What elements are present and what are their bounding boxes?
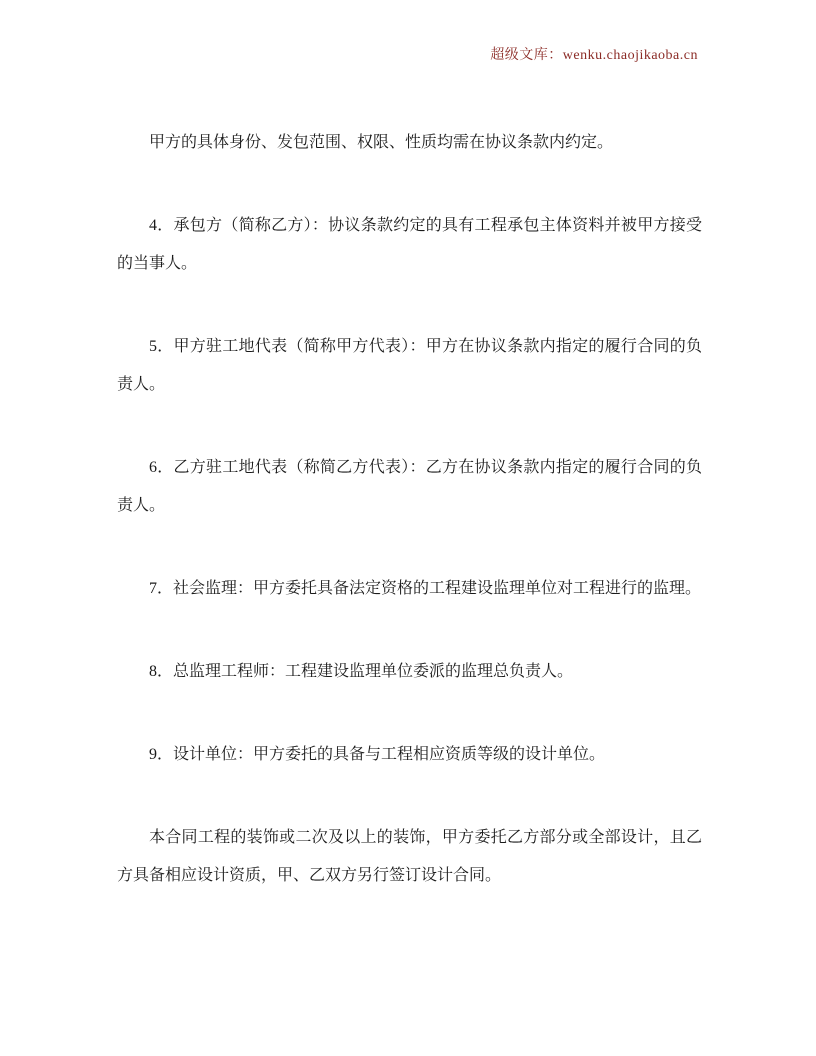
paragraph-decoration-design-clause: 本合同工程的装饰或二次及以上的装饰，甲方委托乙方部分或全部设计，且乙方具备相应设计资质，甲、乙双方另行签订设计合同。 [117,829,702,884]
paragraph-party-a-definition: 甲方的具体身份、发包范围、权限、性质均需在协议条款内约定。 [149,134,614,151]
paragraph-item-4-contractor: 4．承包方（简称乙方）：协议条款约定的具有工程承包主体资料并被甲方接受的当事人。 [117,217,702,272]
paragraph-item-7-social-supervision: 7．社会监理：甲方委托具备法定资格的工程建设监理单位对工程进行的监理。 [149,580,702,597]
watermark-site-label: 超级文库：wenku.chaojikaoba.cn [490,48,698,63]
paragraph-item-8-chief-supervision-engineer: 8．总监理工程师：工程建设监理单位委派的监理总负责人。 [149,663,574,680]
paragraph-item-9-design-unit: 9．设计单位：甲方委托的具备与工程相应资质等级的设计单位。 [149,746,606,763]
paragraph-item-5-party-a-site-rep: 5．甲方驻工地代表（简称甲方代表）：甲方在协议条款内指定的履行合同的负责人。 [117,338,702,393]
paragraph-item-6-party-b-site-rep: 6．乙方驻工地代表（称简乙方代表）：乙方在协议条款内指定的履行合同的负责人。 [117,459,702,514]
document-body [117,124,702,895]
